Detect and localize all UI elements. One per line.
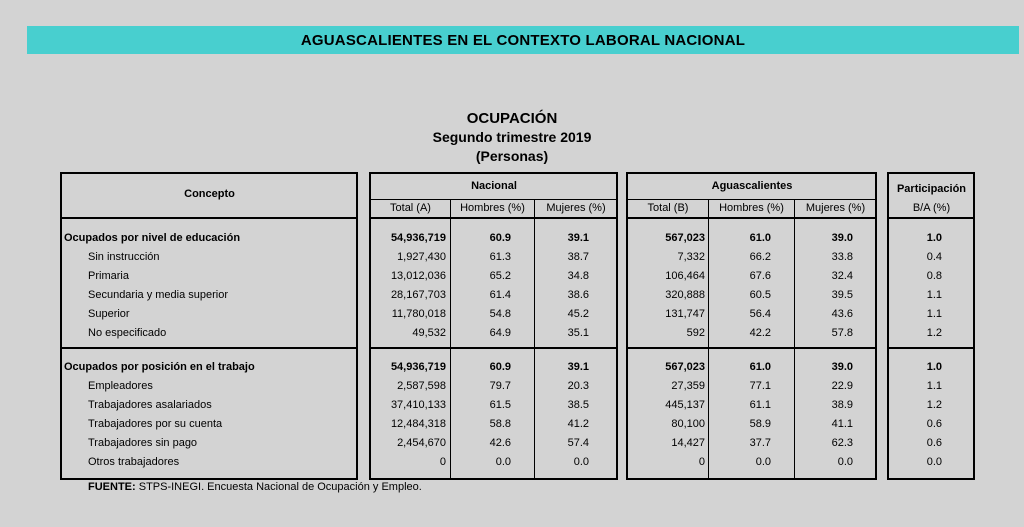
header-hombres-ags: Hombres (%) bbox=[719, 202, 784, 214]
table-unit: (Personas) bbox=[475, 148, 549, 164]
header-participacion-sub: B/A (%) bbox=[912, 202, 951, 214]
cell-ags-h: 37.7 bbox=[749, 437, 771, 449]
cell-nac-total: 0 bbox=[439, 456, 446, 468]
cell-ags-m: 39.5 bbox=[831, 289, 853, 301]
header-mujeres-ags: Mujeres (%) bbox=[805, 202, 866, 214]
table-subtitle: Segundo trimestre 2019 bbox=[432, 129, 592, 145]
cell-nac-total: 13,012,036 bbox=[390, 270, 446, 282]
cell-ags-total: 320,888 bbox=[665, 289, 705, 301]
cell-nac-m: 39.1 bbox=[567, 232, 589, 244]
cell-nac-h: 60.9 bbox=[489, 232, 511, 244]
cell-label: No especificado bbox=[88, 327, 167, 339]
source-text: STPS-INEGI. Encuesta Nacional de Ocupación y Empleo. bbox=[135, 481, 422, 493]
cell-nac-h: 60.9 bbox=[489, 361, 511, 373]
cell-ags-h: 42.2 bbox=[749, 327, 771, 339]
table-title: OCUPACIÓN bbox=[466, 110, 558, 127]
cell-nac-h: 58.8 bbox=[489, 418, 511, 430]
header-total-a: Total (A) bbox=[390, 202, 431, 214]
cell-part: 1.0 bbox=[926, 232, 942, 244]
cell-part: 0.4 bbox=[926, 251, 942, 263]
cell-nac-total: 11,780,018 bbox=[391, 308, 446, 320]
cell-nac-m: 41.2 bbox=[567, 418, 589, 430]
cell-nac-m: 34.8 bbox=[567, 270, 589, 282]
cell-nac-m: 38.6 bbox=[567, 289, 589, 301]
cell-ags-m: 39.0 bbox=[831, 361, 853, 373]
cell-nac-h: 61.5 bbox=[489, 399, 511, 411]
cell-ags-m: 0.0 bbox=[837, 456, 853, 468]
cell-ags-m: 57.8 bbox=[831, 327, 853, 339]
cell-part: 1.1 bbox=[926, 289, 942, 301]
cell-ags-h: 0.0 bbox=[755, 456, 771, 468]
cell-label: Ocupados por posición en el trabajo bbox=[64, 361, 255, 373]
cell-ags-total: 27,359 bbox=[671, 380, 705, 392]
cell-label: Superior bbox=[88, 308, 130, 320]
cell-ags-total: 131,747 bbox=[665, 308, 705, 320]
cell-nac-m: 39.1 bbox=[567, 361, 589, 373]
cell-part: 1.2 bbox=[926, 327, 942, 339]
cell-ags-m: 32.4 bbox=[831, 270, 853, 282]
cell-nac-m: 38.7 bbox=[567, 251, 589, 263]
cell-ags-h: 58.9 bbox=[749, 418, 771, 430]
cell-label: Trabajadores por su cuenta bbox=[88, 418, 223, 430]
header-concepto: Concepto bbox=[184, 188, 235, 200]
header-nacional: Nacional bbox=[471, 180, 517, 192]
cell-nac-total: 12,484,318 bbox=[390, 418, 446, 430]
cell-ags-h: 61.1 bbox=[749, 399, 771, 411]
cell-label: Secundaria y media superior bbox=[88, 289, 229, 301]
cell-nac-total: 37,410,133 bbox=[390, 399, 446, 411]
cell-nac-h: 54.8 bbox=[489, 308, 511, 320]
cell-part: 1.2 bbox=[926, 399, 942, 411]
cell-nac-h: 65.2 bbox=[489, 270, 511, 282]
cell-ags-total: 106,464 bbox=[665, 270, 705, 282]
cell-ags-total: 567,023 bbox=[665, 232, 705, 244]
cell-part: 1.0 bbox=[926, 361, 942, 373]
cell-nac-m: 20.3 bbox=[567, 380, 589, 392]
cell-ags-h: 61.0 bbox=[749, 232, 771, 244]
cell-label: Primaria bbox=[88, 270, 129, 282]
cell-nac-total: 28,167,703 bbox=[390, 289, 446, 301]
cell-nac-m: 45.2 bbox=[567, 308, 589, 320]
cell-part: 1.1 bbox=[926, 380, 942, 392]
source-note bbox=[88, 481, 422, 493]
cell-nac-h: 42.6 bbox=[489, 437, 511, 449]
concepto-header-line bbox=[61, 217, 357, 219]
cell-ags-h: 66.2 bbox=[749, 251, 771, 263]
cell-label: Trabajadores sin pago bbox=[88, 437, 198, 449]
cell-nac-m: 0.0 bbox=[573, 456, 589, 468]
cell-label: Otros trabajadores bbox=[88, 456, 180, 468]
header-mujeres-nac: Mujeres (%) bbox=[546, 202, 606, 214]
cell-ags-m: 43.6 bbox=[831, 308, 853, 320]
cell-ags-m: 62.3 bbox=[831, 437, 853, 449]
cell-ags-total: 0 bbox=[698, 456, 705, 468]
cell-nac-total: 54,936,719 bbox=[390, 361, 446, 373]
cell-ags-m: 41.1 bbox=[831, 418, 853, 430]
section-divider bbox=[370, 347, 617, 349]
cell-label: Ocupados por nivel de educación bbox=[64, 232, 241, 244]
cell-nac-h: 61.3 bbox=[489, 251, 511, 263]
cell-part: 1.1 bbox=[926, 308, 942, 320]
cell-nac-h: 0.0 bbox=[495, 456, 511, 468]
table-titles bbox=[0, 109, 1024, 166]
cell-ags-total: 567,023 bbox=[665, 361, 705, 373]
cell-nac-total: 1,927,430 bbox=[397, 251, 446, 263]
header-total-b: Total (B) bbox=[647, 202, 689, 214]
cell-ags-m: 38.9 bbox=[831, 399, 853, 411]
header-participacion: Participación bbox=[896, 183, 967, 195]
cell-ags-h: 67.6 bbox=[749, 270, 771, 282]
cell-part: 0.6 bbox=[926, 418, 942, 430]
section-divider bbox=[61, 347, 357, 349]
cell-ags-h: 77.1 bbox=[749, 380, 771, 392]
cell-nac-m: 57.4 bbox=[567, 437, 589, 449]
header-aguascalientes: Aguascalientes bbox=[711, 180, 793, 192]
banner-title: AGUASCALIENTES EN EL CONTEXTO LABORAL NACIONAL bbox=[27, 26, 1019, 54]
cell-label: Sin instrucción bbox=[88, 251, 160, 263]
section-divider bbox=[627, 347, 876, 349]
cell-nac-m: 38.5 bbox=[567, 399, 589, 411]
cell-ags-total: 7,332 bbox=[677, 251, 705, 263]
cell-nac-total: 2,587,598 bbox=[397, 380, 446, 392]
cell-ags-total: 445,137 bbox=[665, 399, 705, 411]
cell-ags-m: 22.9 bbox=[831, 380, 853, 392]
cell-ags-m: 39.0 bbox=[831, 232, 853, 244]
cell-ags-h: 61.0 bbox=[749, 361, 771, 373]
cell-nac-total: 2,454,670 bbox=[397, 437, 446, 449]
cell-nac-total: 54,936,719 bbox=[390, 232, 446, 244]
cell-ags-h: 56.4 bbox=[749, 308, 771, 320]
cell-ags-total: 80,100 bbox=[671, 418, 705, 430]
section-divider bbox=[888, 347, 974, 349]
cell-nac-total: 49,532 bbox=[412, 327, 446, 339]
cell-part: 0.0 bbox=[926, 456, 942, 468]
cell-ags-total: 14,427 bbox=[671, 437, 705, 449]
cell-part: 0.6 bbox=[926, 437, 942, 449]
cell-label: Empleadores bbox=[88, 380, 153, 392]
cell-nac-h: 79.7 bbox=[489, 380, 511, 392]
cell-nac-h: 64.9 bbox=[489, 327, 511, 339]
cell-ags-h: 60.5 bbox=[749, 289, 771, 301]
cell-ags-m: 33.8 bbox=[831, 251, 853, 263]
cell-ags-total: 592 bbox=[686, 327, 705, 339]
cell-nac-m: 35.1 bbox=[567, 327, 589, 339]
cell-nac-h: 61.4 bbox=[489, 289, 511, 301]
cell-label: Trabajadores asalariados bbox=[88, 399, 212, 411]
source-label: FUENTE: bbox=[88, 481, 136, 493]
header-hombres-nac: Hombres (%) bbox=[460, 202, 525, 214]
cell-part: 0.8 bbox=[926, 270, 942, 282]
